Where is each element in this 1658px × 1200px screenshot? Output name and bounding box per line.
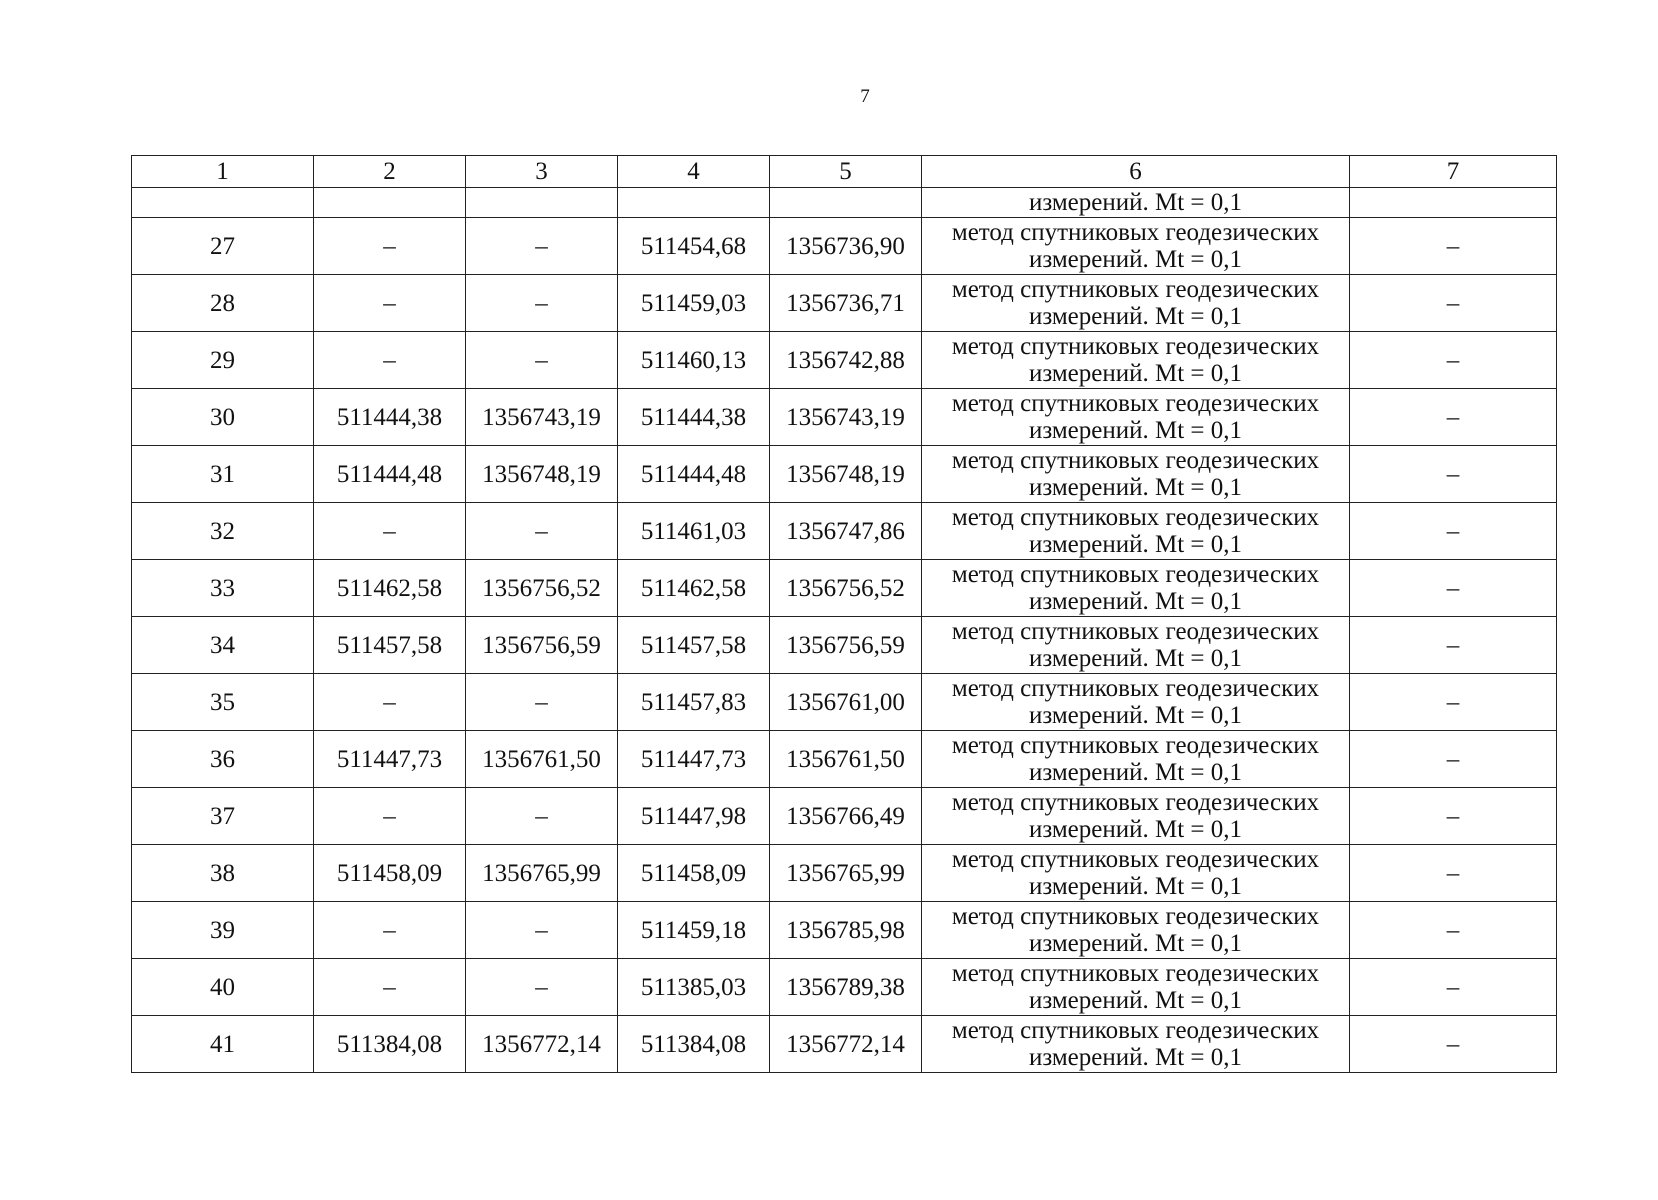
x-old-cell: –: [314, 674, 466, 731]
point-number-cell: 35: [132, 674, 314, 731]
y-old-cell: –: [466, 218, 618, 275]
point-number-cell: 29: [132, 332, 314, 389]
x-old-cell: 511444,48: [314, 446, 466, 503]
point-number-cell: 41: [132, 1016, 314, 1073]
x-old-cell: –: [314, 788, 466, 845]
note-cell: –: [1350, 902, 1557, 959]
y-old-cell: 1356748,19: [466, 446, 618, 503]
x-new-cell: 511457,83: [618, 674, 770, 731]
x-old-cell: –: [314, 959, 466, 1016]
table-cell: [314, 188, 466, 218]
note-cell: –: [1350, 959, 1557, 1016]
y-old-cell: –: [466, 674, 618, 731]
y-new-cell: 1356742,88: [770, 332, 922, 389]
y-new-cell: 1356766,49: [770, 788, 922, 845]
x-new-cell: 511462,58: [618, 560, 770, 617]
header-cell: 2: [314, 156, 466, 188]
table-cell: [618, 188, 770, 218]
y-new-cell: 1356736,71: [770, 275, 922, 332]
method-cell: метод спутниковых геодезических измерений. Mt = 0,1: [922, 674, 1350, 731]
y-old-cell: –: [466, 275, 618, 332]
y-old-cell: –: [466, 332, 618, 389]
y-old-cell: 1356756,59: [466, 617, 618, 674]
header-cell: 6: [922, 156, 1350, 188]
y-new-cell: 1356743,19: [770, 389, 922, 446]
header-cell: 1: [132, 156, 314, 188]
x-new-cell: 511461,03: [618, 503, 770, 560]
y-new-cell: 1356748,19: [770, 446, 922, 503]
table-row: [132, 959, 1557, 1016]
header-cell: 4: [618, 156, 770, 188]
point-number-cell: 38: [132, 845, 314, 902]
x-old-cell: 511384,08: [314, 1016, 466, 1073]
y-new-cell: 1356789,38: [770, 959, 922, 1016]
point-number-cell: 36: [132, 731, 314, 788]
y-old-cell: 1356756,52: [466, 560, 618, 617]
x-new-cell: 511457,58: [618, 617, 770, 674]
y-new-cell: 1356785,98: [770, 902, 922, 959]
coordinates-table: [131, 155, 1557, 1073]
header-cell: 5: [770, 156, 922, 188]
note-cell: –: [1350, 332, 1557, 389]
note-cell: –: [1350, 788, 1557, 845]
table-row: [132, 788, 1557, 845]
point-number-cell: 33: [132, 560, 314, 617]
table-cell: [466, 188, 618, 218]
note-cell: –: [1350, 674, 1557, 731]
x-new-cell: 511444,48: [618, 446, 770, 503]
table-row: [132, 503, 1557, 560]
table-cell: [1350, 188, 1557, 218]
y-new-cell: 1356765,99: [770, 845, 922, 902]
note-cell: –: [1350, 275, 1557, 332]
x-new-cell: 511385,03: [618, 959, 770, 1016]
method-cell: метод спутниковых геодезических измерений. Mt = 0,1: [922, 617, 1350, 674]
table-cell: измерений. Mt = 0,1: [922, 188, 1350, 218]
point-number-cell: 37: [132, 788, 314, 845]
x-old-cell: –: [314, 275, 466, 332]
table-header-row: [132, 156, 1557, 188]
point-number-cell: 30: [132, 389, 314, 446]
y-old-cell: 1356761,50: [466, 731, 618, 788]
note-cell: –: [1350, 845, 1557, 902]
x-old-cell: –: [314, 218, 466, 275]
point-number-cell: 31: [132, 446, 314, 503]
x-new-cell: 511458,09: [618, 845, 770, 902]
method-cell: метод спутниковых геодезических измерений. Mt = 0,1: [922, 218, 1350, 275]
method-cell: метод спутниковых геодезических измерений. Mt = 0,1: [922, 959, 1350, 1016]
y-old-cell: –: [466, 959, 618, 1016]
y-new-cell: 1356761,50: [770, 731, 922, 788]
note-cell: –: [1350, 1016, 1557, 1073]
method-cell: метод спутниковых геодезических измерений. Mt = 0,1: [922, 788, 1350, 845]
page-number: 7: [860, 86, 870, 107]
y-new-cell: 1356747,86: [770, 503, 922, 560]
x-new-cell: 511459,18: [618, 902, 770, 959]
point-number-cell: 28: [132, 275, 314, 332]
x-old-cell: 511458,09: [314, 845, 466, 902]
note-cell: –: [1350, 560, 1557, 617]
y-new-cell: 1356736,90: [770, 218, 922, 275]
x-new-cell: 511384,08: [618, 1016, 770, 1073]
table-row: [132, 617, 1557, 674]
y-old-cell: –: [466, 788, 618, 845]
table-row: [132, 1016, 1557, 1073]
note-cell: –: [1350, 218, 1557, 275]
y-old-cell: 1356765,99: [466, 845, 618, 902]
point-number-cell: 39: [132, 902, 314, 959]
method-cell: метод спутниковых геодезических измерений. Mt = 0,1: [922, 1016, 1350, 1073]
x-new-cell: 511447,73: [618, 731, 770, 788]
table-row: [132, 845, 1557, 902]
note-cell: –: [1350, 446, 1557, 503]
point-number-cell: 32: [132, 503, 314, 560]
note-cell: –: [1350, 503, 1557, 560]
x-old-cell: 511457,58: [314, 617, 466, 674]
header-cell: 3: [466, 156, 618, 188]
point-number-cell: 34: [132, 617, 314, 674]
x-new-cell: 511454,68: [618, 218, 770, 275]
table-row: [132, 560, 1557, 617]
method-cell: метод спутниковых геодезических измерений. Mt = 0,1: [922, 902, 1350, 959]
x-new-cell: 511444,38: [618, 389, 770, 446]
x-old-cell: –: [314, 503, 466, 560]
y-old-cell: –: [466, 902, 618, 959]
y-new-cell: 1356756,52: [770, 560, 922, 617]
point-number-cell: 27: [132, 218, 314, 275]
table-row: [132, 902, 1557, 959]
method-cell: метод спутниковых геодезических измерений. Mt = 0,1: [922, 503, 1350, 560]
method-cell: метод спутниковых геодезических измерений. Mt = 0,1: [922, 332, 1350, 389]
table-cell: [770, 188, 922, 218]
table-row: [132, 389, 1557, 446]
method-cell: метод спутниковых геодезических измерений. Mt = 0,1: [922, 275, 1350, 332]
note-cell: –: [1350, 617, 1557, 674]
x-old-cell: –: [314, 332, 466, 389]
method-cell: метод спутниковых геодезических измерений. Mt = 0,1: [922, 446, 1350, 503]
table-row: [132, 446, 1557, 503]
header-cell: 7: [1350, 156, 1557, 188]
y-old-cell: –: [466, 503, 618, 560]
x-old-cell: 511462,58: [314, 560, 466, 617]
y-new-cell: 1356756,59: [770, 617, 922, 674]
x-old-cell: –: [314, 902, 466, 959]
continuation-row: [132, 188, 1557, 218]
table-row: [132, 218, 1557, 275]
x-old-cell: 511444,38: [314, 389, 466, 446]
x-old-cell: 511447,73: [314, 731, 466, 788]
method-cell: метод спутниковых геодезических измерений. Mt = 0,1: [922, 560, 1350, 617]
table-row: [132, 275, 1557, 332]
x-new-cell: 511447,98: [618, 788, 770, 845]
y-old-cell: 1356772,14: [466, 1016, 618, 1073]
table-row: [132, 332, 1557, 389]
x-new-cell: 511460,13: [618, 332, 770, 389]
method-cell: метод спутниковых геодезических измерений. Mt = 0,1: [922, 389, 1350, 446]
y-new-cell: 1356772,14: [770, 1016, 922, 1073]
table-row: [132, 674, 1557, 731]
method-cell: метод спутниковых геодезических измерений. Mt = 0,1: [922, 731, 1350, 788]
method-cell: метод спутниковых геодезических измерений. Mt = 0,1: [922, 845, 1350, 902]
y-new-cell: 1356761,00: [770, 674, 922, 731]
x-new-cell: 511459,03: [618, 275, 770, 332]
note-cell: –: [1350, 731, 1557, 788]
table-cell: [132, 188, 314, 218]
table-row: [132, 731, 1557, 788]
point-number-cell: 40: [132, 959, 314, 1016]
note-cell: –: [1350, 389, 1557, 446]
y-old-cell: 1356743,19: [466, 389, 618, 446]
